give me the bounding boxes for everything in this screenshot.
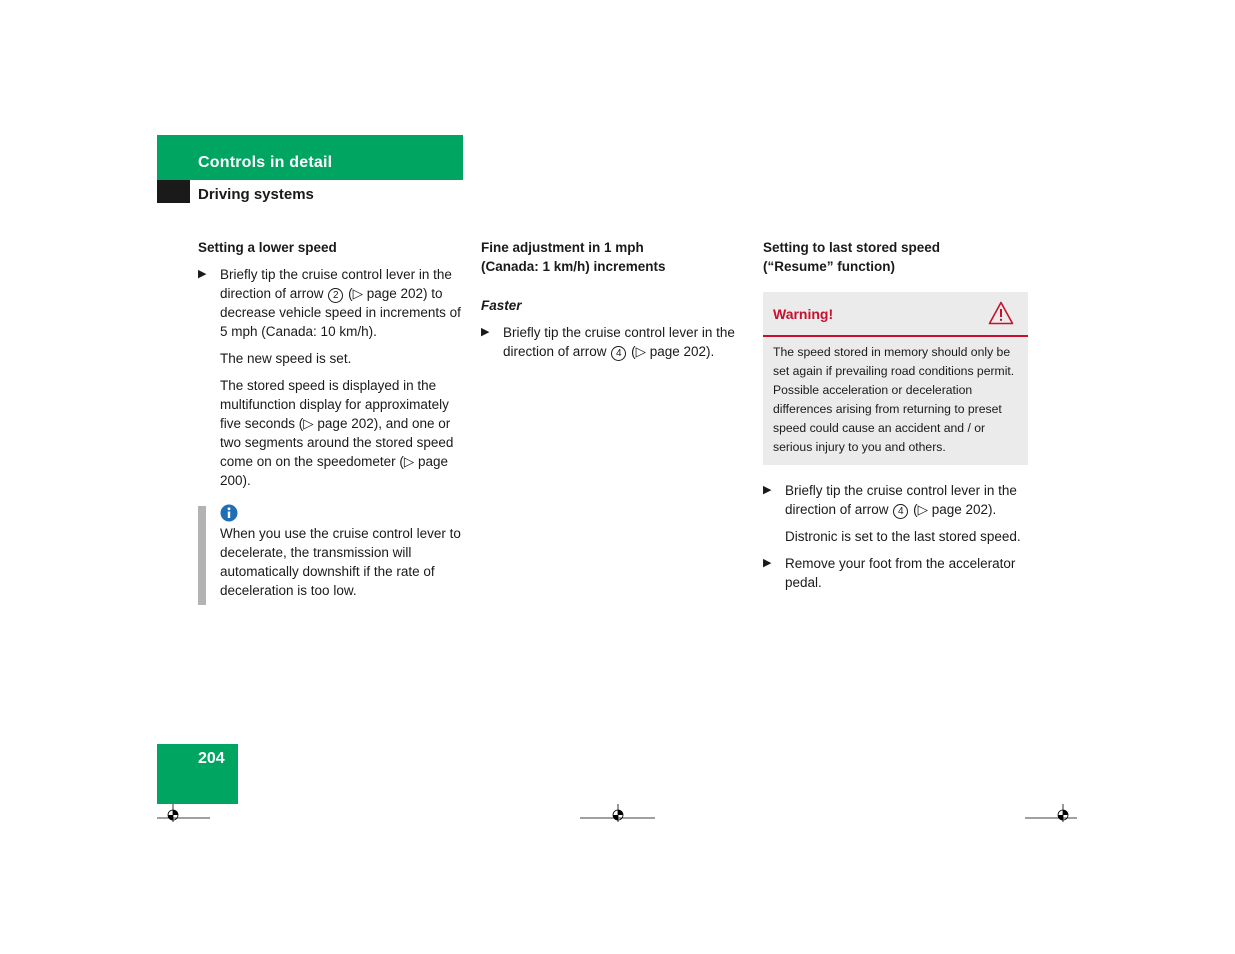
bullet-triangle-icon: ▶ xyxy=(481,326,490,338)
page-number: 204 xyxy=(198,750,225,767)
registration-mark-icon xyxy=(578,800,658,822)
warning-text: The speed stored in memory should only be set again if prevailing road conditions permit. Possible acceleration or deceleration differences arising from returning to preset speed could cause an accident and / or serious injury to you and others. xyxy=(773,345,1015,454)
registration-mark-icon xyxy=(1023,800,1079,822)
subsection-title: Driving systems xyxy=(198,186,314,203)
section-title: Controls in detail xyxy=(198,154,333,171)
instruction-bullet: ▶ Remove your foot from the accelerator pedal. xyxy=(763,556,1016,590)
instruction-bullet: ▶ Briefly tip the cruise control lever in the direction of arrow 4 (▷ page 202). xyxy=(481,325,735,359)
column-2 xyxy=(481,238,747,361)
info-icon xyxy=(220,504,238,522)
subsection-marker xyxy=(157,180,190,203)
instruction-bullet: ▶ Briefly tip the cruise control lever in the direction of arrow 2 (▷ page 202) to decrease vehicle speed in increments of 5 mph (Canada: 10 km/h). xyxy=(198,267,461,339)
arrow-number-badge: 4 xyxy=(893,504,908,519)
warning-header xyxy=(763,292,1028,337)
arrow-number-badge: 4 xyxy=(611,346,626,361)
note-bar xyxy=(198,506,206,605)
warning-triangle-icon xyxy=(988,301,1014,325)
info-note xyxy=(198,504,464,600)
result-text: The new speed is set. xyxy=(220,351,352,366)
warning-label: Warning! xyxy=(773,306,834,322)
heading-lower-speed: Setting a lower speed xyxy=(198,240,337,255)
registration-mark-icon xyxy=(157,800,213,822)
bullet-triangle-icon: ▶ xyxy=(763,557,772,569)
warning-box xyxy=(763,292,1028,465)
subheading-faster: Faster xyxy=(481,298,522,313)
column-1 xyxy=(198,238,464,600)
column-3 xyxy=(763,238,1029,592)
note-text: When you use the cruise control lever to decelerate, the transmission will automatically downshift if the rate of deceleration is too low. xyxy=(220,526,461,598)
heading-resume: Setting to last stored speed (“Resume” function) xyxy=(763,240,941,274)
arrow-number-badge: 2 xyxy=(328,288,343,303)
bullet-triangle-icon: ▶ xyxy=(763,484,772,496)
description-text: The stored speed is displayed in the multifunction display for approximately five seconds (▷ page 202), and one or two segments around the stored speed come on on the speedometer (▷ page 200). xyxy=(220,378,454,488)
instruction-bullet: ▶ Briefly tip the cruise control lever in the direction of arrow 4 (▷ page 202). xyxy=(763,483,1017,517)
result-text: Distronic is set to the last stored speed. xyxy=(785,529,1021,544)
heading-fine-adjustment: Fine adjustment in 1 mph (Canada: 1 km/h) increments xyxy=(481,240,666,274)
bullet-triangle-icon: ▶ xyxy=(198,268,207,280)
